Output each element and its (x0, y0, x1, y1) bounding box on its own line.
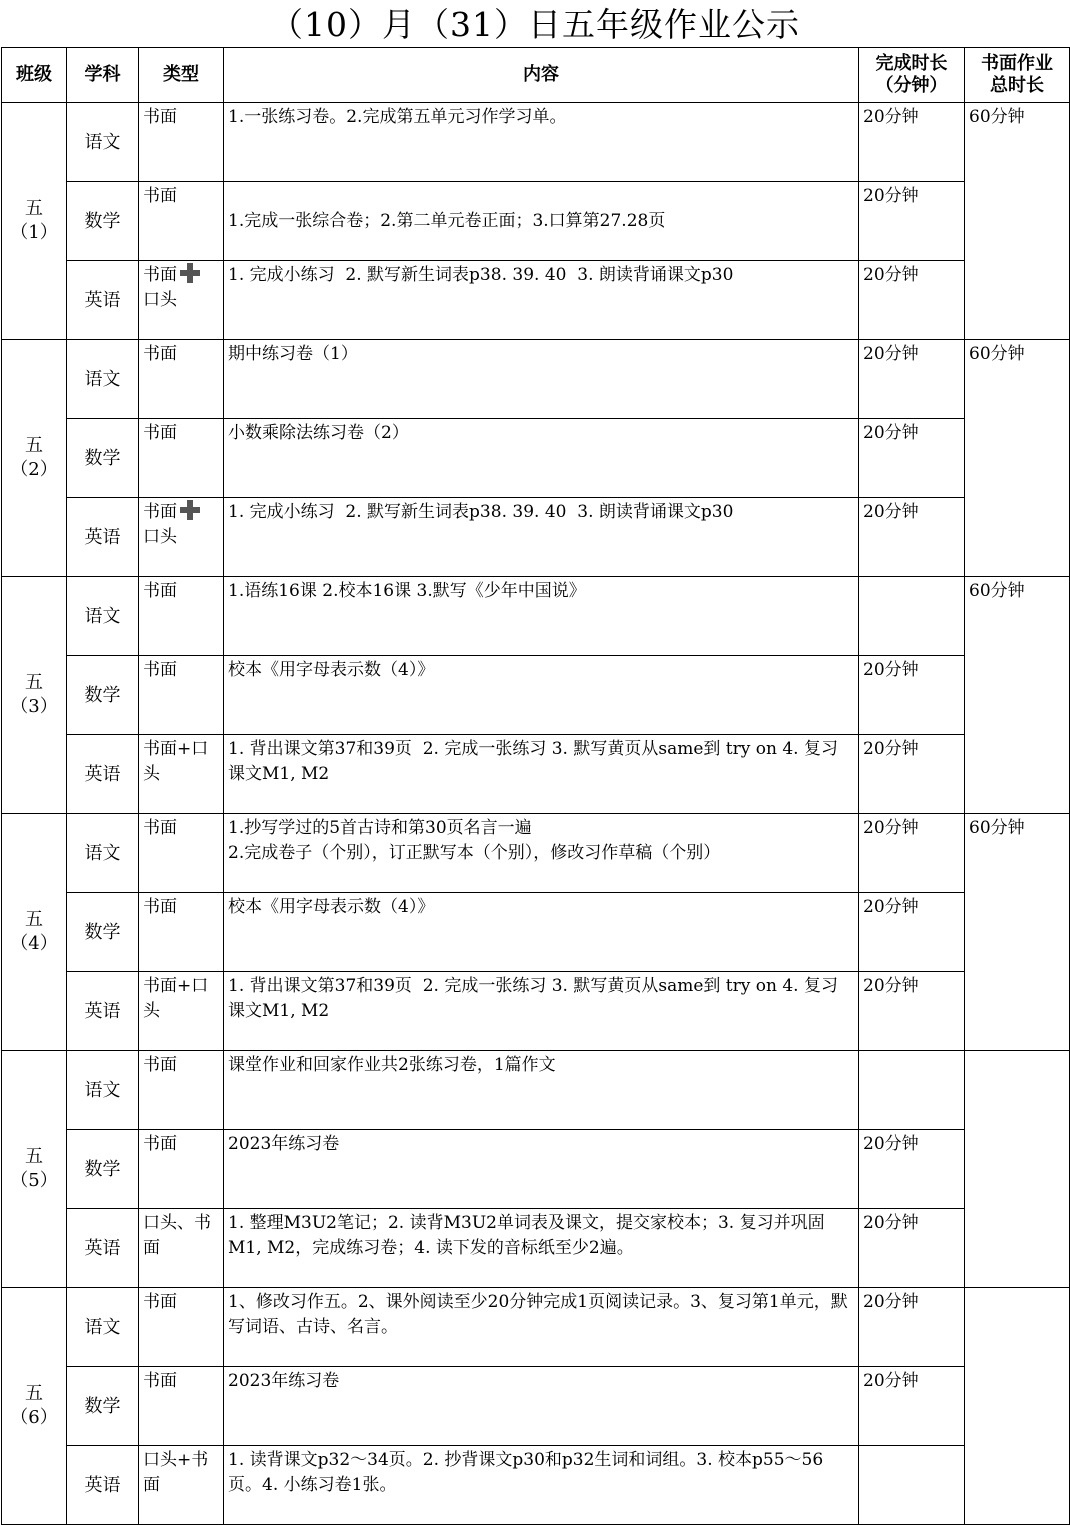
table-row (2, 1288, 1070, 1367)
type-label: 书面 (143, 660, 177, 680)
type-cell (139, 814, 224, 893)
table-row (2, 1209, 1070, 1288)
total-duration-cell: 60分钟 (965, 814, 1070, 1051)
subject-cell: 语文 (67, 577, 139, 656)
duration-cell: 20分钟 (859, 182, 965, 261)
class-name-cell: 五 （5） (2, 1051, 67, 1288)
total-duration-cell (965, 1288, 1070, 1525)
table-row (2, 972, 1070, 1051)
content-cell: 小数乘除法练习卷（2） (224, 419, 859, 498)
type-label: 书面 (143, 1371, 177, 1391)
table-row (2, 340, 1070, 419)
table-body (2, 103, 1070, 1525)
type-label: 书面 (143, 186, 177, 206)
duration-cell (859, 577, 965, 656)
header-type: 类型 (139, 48, 224, 103)
duration-cell: 20分钟 (859, 1288, 965, 1367)
content-cell: 2023年练习卷 (224, 1130, 859, 1209)
duration-cell: 20分钟 (859, 1209, 965, 1288)
class-name-cell: 五 （4） (2, 814, 67, 1051)
type-label: 书面 (143, 423, 177, 443)
class-name-cell: 五 （3） (2, 577, 67, 814)
content-cell: 1、修改习作五。2、课外阅读至少20分钟完成1页阅读记录。3、复习第1单元，默写词语、古诗、名言。 (224, 1288, 859, 1367)
table-row (2, 656, 1070, 735)
content-cell: 1.一张练习卷。2.完成第五单元习作学习单。 (224, 103, 859, 182)
type-label: 书面 (143, 1055, 177, 1075)
content-cell: 1.抄写学过的5首古诗和第30页名言一遍 2.完成卷子（个别），订正默写本（个别），修改习作草稿（个别） (224, 814, 859, 893)
table-row (2, 893, 1070, 972)
content-cell: 1. 整理M3U2笔记；2. 读背M3U2单词表及课文，提交家校本；3. 复习并巩固M1, M2，完成练习卷；4. 读下发的音标纸至少2遍。 (224, 1209, 859, 1288)
type-cell (139, 735, 224, 814)
type-cell (139, 1288, 224, 1367)
header-content: 内容 (224, 48, 859, 103)
table-row (2, 182, 1070, 261)
subject-cell: 语文 (67, 814, 139, 893)
subject-cell: 语文 (67, 1051, 139, 1130)
table-row (2, 577, 1070, 656)
type-label: 书面+口头 (143, 739, 209, 784)
type-label: 书面 (143, 581, 177, 601)
type-label: 书面 (143, 344, 177, 364)
class-name-cell: 五 （2） (2, 340, 67, 577)
header-total: 书面作业 总时长 (965, 48, 1070, 103)
duration-cell: 20分钟 (859, 419, 965, 498)
subject-cell: 英语 (67, 261, 139, 340)
content-cell: 校本《用字母表示数（4）》 (224, 656, 859, 735)
content-cell: 1. 完成小练习 2. 默写新生词表p38. 39. 40 3. 朗读背诵课文p30 (224, 498, 859, 577)
type-cell (139, 261, 224, 340)
content-cell: 1.语练16课 2.校本16课 3.默写《少年中国说》 (224, 577, 859, 656)
type-label: 书面 (143, 1134, 177, 1154)
type-label: 口头、书面 (143, 1213, 211, 1258)
duration-cell: 20分钟 (859, 735, 965, 814)
subject-cell: 英语 (67, 1446, 139, 1525)
type-cell (139, 577, 224, 656)
type-label: 书面 (143, 265, 177, 285)
content-cell: 期中练习卷（1） (224, 340, 859, 419)
total-duration-cell: 60分钟 (965, 340, 1070, 577)
type-cell (139, 1367, 224, 1446)
subject-cell: 语文 (67, 1288, 139, 1367)
header-row (2, 48, 1070, 103)
type-label: 口头+书面 (143, 1450, 209, 1495)
total-duration-cell: 60分钟 (965, 577, 1070, 814)
type-cell (139, 1446, 224, 1525)
duration-cell: 20分钟 (859, 1367, 965, 1446)
header-class: 班级 (2, 48, 67, 103)
type-cell (139, 103, 224, 182)
content-cell: 1. 背出课文第37和39页 2. 完成一张练习 3. 默写黄页从same到 try on 4. 复习课文M1, M2 (224, 972, 859, 1051)
content-cell: 1.完成一张综合卷；2.第二单元卷正面；3.口算第27.28页 (224, 182, 859, 261)
table-row (2, 419, 1070, 498)
subject-cell: 英语 (67, 972, 139, 1051)
type-cell (139, 656, 224, 735)
duration-cell: 20分钟 (859, 972, 965, 1051)
type-label-secondary: 口头 (143, 527, 177, 547)
total-duration-cell (965, 1051, 1070, 1288)
page-title: （10）月（31）日五年级作业公示 (270, 5, 800, 44)
duration-cell: 20分钟 (859, 498, 965, 577)
subject-cell: 数学 (67, 656, 139, 735)
type-cell (139, 893, 224, 972)
subject-cell: 英语 (67, 498, 139, 577)
content-cell: 课堂作业和回家作业共2张练习卷，1篇作文 (224, 1051, 859, 1130)
type-cell (139, 1130, 224, 1209)
table-row (2, 1130, 1070, 1209)
type-label-secondary: 口头 (143, 290, 177, 310)
type-cell (139, 1051, 224, 1130)
homework-table (1, 47, 1070, 1525)
subject-cell: 数学 (67, 893, 139, 972)
duration-cell: 20分钟 (859, 893, 965, 972)
table-row (2, 1051, 1070, 1130)
type-label: 书面 (143, 818, 177, 838)
subject-cell: 数学 (67, 1130, 139, 1209)
type-label: 书面+口头 (143, 976, 209, 1021)
content-cell: 1. 背出课文第37和39页 2. 完成一张练习 3. 默写黄页从same到 try on 4. 复习课文M1, M2 (224, 735, 859, 814)
subject-cell: 数学 (67, 182, 139, 261)
table-row (2, 1446, 1070, 1525)
plus-icon (180, 263, 200, 283)
subject-cell: 数学 (67, 1367, 139, 1446)
duration-cell (859, 1051, 965, 1130)
type-label: 书面 (143, 502, 177, 522)
content-cell: 1. 读背课文p32～34页。2. 抄背课文p30和p32生词和词组。3. 校本p55～56页。4. 小练习卷1张。 (224, 1446, 859, 1525)
type-cell (139, 1209, 224, 1288)
type-cell (139, 340, 224, 419)
table-row (2, 1367, 1070, 1446)
header-subject: 学科 (67, 48, 139, 103)
content-cell: 1. 完成小练习 2. 默写新生词表p38. 39. 40 3. 朗读背诵课文p30 (224, 261, 859, 340)
table-row (2, 814, 1070, 893)
type-label: 书面 (143, 1292, 177, 1312)
table-row (2, 498, 1070, 577)
content-cell: 校本《用字母表示数（4）》 (224, 893, 859, 972)
type-label: 书面 (143, 107, 177, 127)
duration-cell: 20分钟 (859, 814, 965, 893)
type-cell (139, 498, 224, 577)
subject-cell: 英语 (67, 735, 139, 814)
type-label: 书面 (143, 897, 177, 917)
subject-cell: 数学 (67, 419, 139, 498)
class-name-cell: 五 （6） (2, 1288, 67, 1525)
duration-cell (859, 1446, 965, 1525)
type-cell (139, 182, 224, 261)
content-cell: 2023年练习卷 (224, 1367, 859, 1446)
plus-icon (180, 500, 200, 520)
duration-cell: 20分钟 (859, 261, 965, 340)
subject-cell: 语文 (67, 103, 139, 182)
duration-cell: 20分钟 (859, 103, 965, 182)
duration-cell: 20分钟 (859, 340, 965, 419)
table-row (2, 735, 1070, 814)
type-cell (139, 972, 224, 1051)
header-duration: 完成时长 （分钟） (859, 48, 965, 103)
subject-cell: 英语 (67, 1209, 139, 1288)
table-row (2, 261, 1070, 340)
total-duration-cell: 60分钟 (965, 103, 1070, 340)
class-name-cell: 五 （1） (2, 103, 67, 340)
table-row (2, 103, 1070, 182)
duration-cell: 20分钟 (859, 1130, 965, 1209)
type-cell (139, 419, 224, 498)
duration-cell: 20分钟 (859, 656, 965, 735)
subject-cell: 语文 (67, 340, 139, 419)
